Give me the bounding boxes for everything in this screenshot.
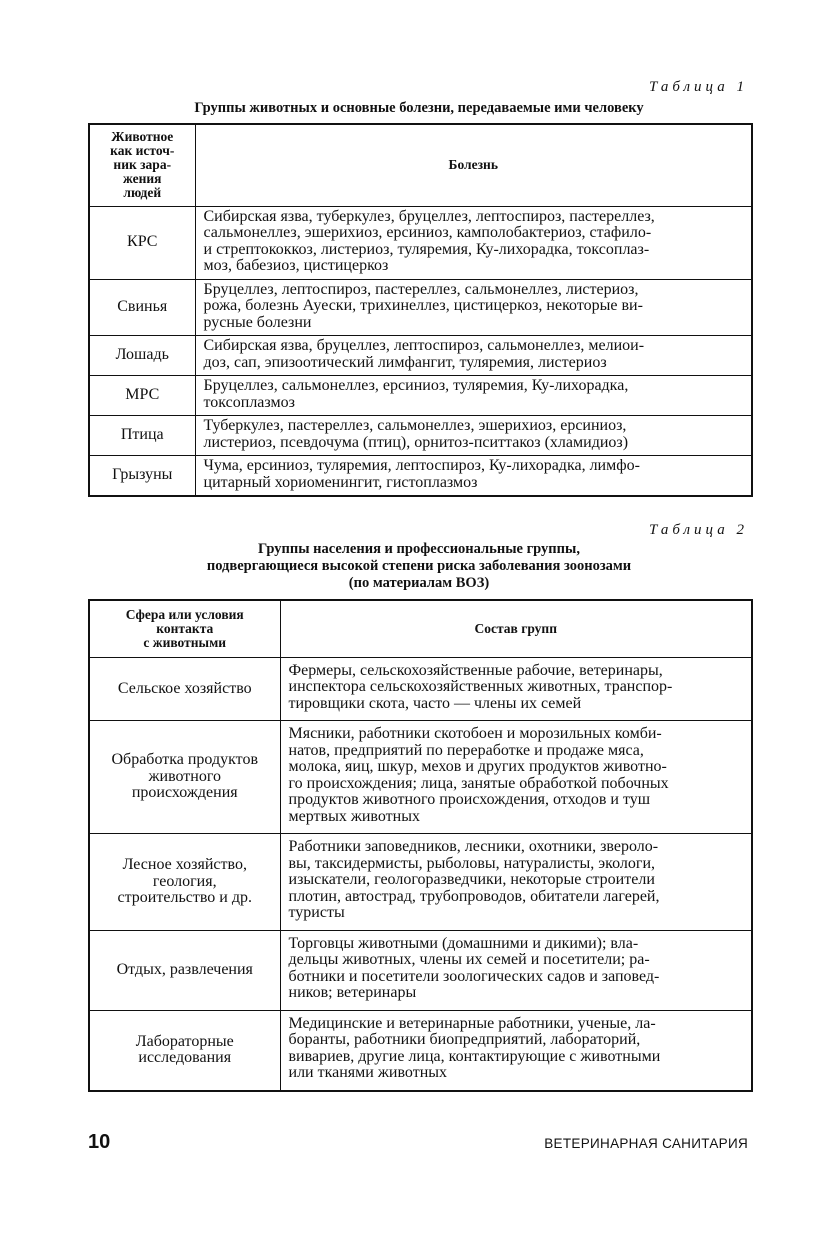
table2-header-sphere-line: контакта [156, 620, 214, 636]
table1-animal-cell: Птица [89, 416, 195, 456]
table2-row [89, 657, 752, 721]
table1-header-animal-line: жения [123, 171, 162, 187]
table2-sphere-line: Сельское хозяйство [117, 679, 252, 697]
table1-header-animal-line: как источ- [110, 143, 175, 159]
table2-groups-cell [280, 1010, 752, 1091]
running-title: ВЕТЕРИНАРНАЯ САНИТАРИЯ [544, 1136, 748, 1151]
table1-animal-cell: Лошадь [89, 336, 195, 376]
table2-groups-line: ников; ветеринары [288, 984, 417, 1001]
table2-groups-line: го происхождения; лица, занятые обработкой побочных [288, 774, 669, 792]
table2-groups-cell [280, 930, 752, 1010]
table2-sphere-line: происхождения [131, 784, 238, 802]
table1-disease-cell [195, 206, 752, 279]
table1-disease-line: моз, бабезиоз, цистицеркоз [203, 257, 389, 274]
table2-row [89, 1010, 752, 1091]
table2-groups-line: дельцы животных, члены их семей и посетители; ра- [288, 951, 650, 968]
table2-title-line: Группы населения и профессиональные группы, [258, 541, 580, 557]
table1-header-animal-line: людей [123, 185, 162, 201]
table2-groups-cell [280, 657, 752, 721]
table1-disease-line: сальмонеллез, эшерихиоз, ерсиниоз, камполобактериоз, стафило- [203, 224, 652, 241]
table2-header-row [89, 600, 752, 657]
table2-sphere-cell [89, 930, 280, 1010]
table2-groups-line: натов, предприятий по переработке и продаже мяса, [288, 741, 644, 759]
table2-sphere-line: Лабораторные [135, 1032, 234, 1050]
table2-sphere-cell [89, 1010, 280, 1091]
table2-groups-line: Мясники, работники скотобоен и морозильных комби- [288, 725, 662, 742]
table2-groups-line: инспектора сельскохозяйственных животных, транспор- [288, 678, 673, 695]
table2-sphere-line: Обработка продуктов [111, 751, 258, 769]
table1-title: Группы животных и основные болезни, передаваемые ими человеку [194, 100, 644, 116]
table2-sphere-cell [89, 721, 280, 834]
table1-disease-line: токсоплазмоз [203, 393, 295, 411]
table1-animal-cell: МРС [89, 376, 195, 416]
table2-header-sphere-line: с животными [143, 634, 227, 650]
table1-disease-line: и стрептококкоз, листериоз, туляремия, Ку-лихорадка, токсоплаз- [203, 240, 650, 258]
table1-disease-line: листериоз, псевдочума (птиц), орнитоз-пситтакоз (хламидиоз) [203, 433, 629, 451]
table2-header-sphere-line: Сфера или условия [125, 606, 244, 622]
table1-disease-line: Сибирская язва, туберкулез, бруцеллез, лептоспироз, пастереллез, [203, 207, 655, 225]
table2-sphere-line: геология, [152, 872, 217, 890]
table1-disease-line: Сибирская язва, бруцеллез, лептоспироз, сальмонеллез, мелиои- [203, 337, 645, 354]
table2-sphere-cell [89, 834, 280, 931]
table1-header-row [89, 124, 752, 206]
table2-groups-line: боранты, работники биопредприятий, лабораторий, [288, 1031, 641, 1048]
table2-header-sphere [89, 600, 280, 657]
table2-row [89, 930, 752, 1010]
table1-disease-cell [195, 279, 752, 336]
table1-disease-cell [195, 456, 752, 497]
table1-header-animal-line: ник зара- [113, 157, 172, 173]
table2-title [88, 541, 750, 592]
table1-header-animal [89, 124, 195, 206]
table1-disease-line: Бруцеллез, сальмонеллез, ерсиниоз, туляремия, Ку-лихорадка, [203, 377, 629, 394]
table2-groups-line: вы, таксидермисты, рыболовы, натуралисты, экологи, [288, 854, 656, 872]
table2-title-line: подвергающиеся высокой степени риска заболевания зоонозами [206, 558, 632, 574]
table1-row [89, 336, 752, 376]
table2-groups-line: молока, яиц, шкур, мехов и других продуктов животно- [288, 758, 667, 775]
table2-groups-line: Торговцы животными (домашними и дикими); вла- [288, 934, 639, 952]
table2-groups-line: или тканями животных [288, 1064, 447, 1081]
table2-groups-line: Фермеры, сельскохозяйственные рабочие, ветеринары, [288, 661, 663, 679]
table2-groups-line: изыскатели, геологоразведчики, некоторые строители [288, 871, 655, 888]
table2-sphere-line: животного [148, 767, 222, 785]
table2-groups-cell [280, 834, 752, 931]
table2-sphere-line: Отдых, развлечения [116, 960, 253, 978]
table1-row [89, 279, 752, 336]
table2 [88, 599, 753, 1092]
table1-row [89, 416, 752, 456]
table1-disease-line: Туберкулез, пастереллез, сальмонеллез, эшерихиоз, ерсиниоз, [203, 417, 627, 434]
table2-groups-line: продуктов животного происхождения, отходов и туш [288, 791, 651, 808]
table1-animal-cell: Грызуны [89, 456, 195, 497]
table1-animal-cell: Свинья [89, 279, 195, 336]
table1 [88, 123, 753, 497]
table1-disease-line: русные болезни [203, 313, 312, 331]
table2-groups-line: туристы [288, 904, 345, 921]
table1-header-animal-line: Животное [111, 129, 174, 145]
table2-title-line: (по материалам ВОЗ) [348, 575, 490, 591]
table1-row [89, 206, 752, 279]
table2-groups-line: тировщики скота, часто — члены их семей [288, 694, 582, 712]
table2-sphere-line: строительство и др. [117, 889, 252, 906]
table1-disease-cell [195, 376, 752, 416]
table1-header-disease: Болезнь [195, 124, 752, 206]
table1-disease-line: Чума, ерсиниоз, туляремия, лептоспироз, Ку-лихорадка, лимфо- [203, 457, 640, 474]
page-number: 10 [88, 1131, 111, 1153]
table1-disease-line: рожа, болезнь Ауески, трихинеллез, цистицеркоз, некоторые ви- [203, 297, 643, 314]
table2-row [89, 721, 752, 834]
table2-groups-line: Работники заповедников, лесники, охотники, звероло- [288, 838, 659, 855]
table1-disease-line: Бруцеллез, лептоспироз, пастереллез, сальмонеллез, листериоз, [203, 280, 639, 298]
table1-disease-cell [195, 336, 752, 376]
table1-row [89, 456, 752, 497]
table2-groups-cell [280, 721, 752, 834]
table2-header-groups: Состав групп [280, 600, 752, 657]
table2-groups-line: Медицинские и ветеринарные работники, ученые, ла- [288, 1014, 656, 1032]
table2-caption: Таблица 2 [649, 522, 748, 538]
table2-sphere-cell [89, 657, 280, 721]
table2-sphere-line: исследования [138, 1049, 232, 1066]
table2-groups-line: плотин, автострад, трубопроводов, обитатели лагерей, [288, 887, 660, 905]
table1-disease-cell [195, 416, 752, 456]
table2-groups-line: вивариев, другие лица, контактирующие с животными [288, 1047, 661, 1065]
table2-groups-line: ботники и посетители зоологических садов и заповед- [288, 967, 660, 985]
table1-disease-line: цитарный хориоменингит, гистоплазмоз [203, 473, 478, 491]
table1-row [89, 376, 752, 416]
table2-sphere-line: Лесное хозяйство, [122, 856, 247, 873]
table1-disease-line: доз, сап, эпизоотический лимфангит, туляремия, листериоз [203, 353, 607, 371]
table2-groups-line: мертвых животных [288, 807, 420, 825]
table1-animal-cell: КРС [89, 206, 195, 279]
table2-row [89, 834, 752, 931]
table1-caption: Таблица 1 [649, 79, 748, 95]
